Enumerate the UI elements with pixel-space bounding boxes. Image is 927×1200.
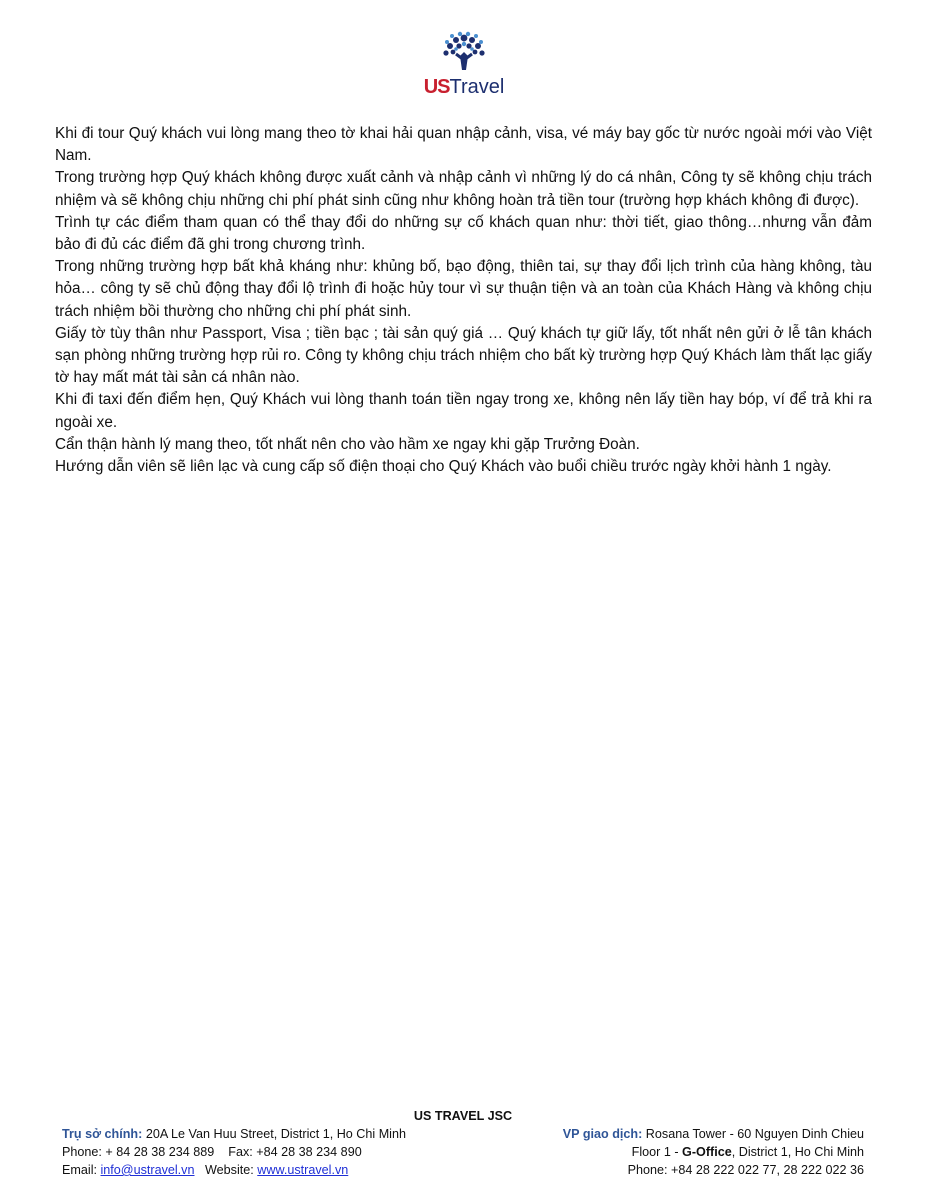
floor-line: [563, 1143, 864, 1161]
head-office-info: [62, 1125, 406, 1179]
website-link[interactable]: www.ustravel.vn: [257, 1163, 349, 1177]
company-name: US TRAVEL JSC: [413, 1109, 513, 1123]
paragraph: Trong những trường hợp bất khả kháng như: khủng bố, bạo động, thiên tai, sự thay đổi lịch trình của hàng không, tàu hỏa… công ty sẽ chủ động thay đổi lộ trình đi hoặc hủy tour vì sự thuận tiện và an toàn của Khách Hàng và không chịu trách nhiệm bồi thường cho những chi phí phát sinh.: [55, 258, 872, 320]
paragraph: Hướng dẫn viên sẽ liên lạc và cung cấp số điện thoại cho Quý Khách vào buổi chiều trước ngày khởi hành 1 ngày.: [55, 458, 832, 476]
branch-office-address: Rosana Tower - 60 Nguyen Dinh Chieu: [642, 1127, 864, 1141]
paragraph: Khi đi tour Quý khách vui lòng mang theo tờ khai hải quan nhập cảnh, visa, vé máy bay gốc từ nước ngoài mới vào Việt Nam.: [55, 125, 872, 165]
logo-travel-text: Travel: [449, 76, 505, 98]
email-label: Email:: [62, 1163, 101, 1177]
head-office-label: Trụ sở chính:: [62, 1127, 143, 1141]
paragraph: Trong trường hợp Quý khách không được xuất cảnh và nhập cảnh vì những lý do cá nhân, Công ty sẽ không chịu trách nhiệm và sẽ không chịu những chi phí phát sinh cũng như không hoàn trả tiền tour (trường hợp khách không đi được).: [55, 169, 872, 209]
paragraph: Cẩn thận hành lý mang theo, tốt nhất nên cho vào hầm xe ngay khi gặp Trưởng Đoàn.: [55, 435, 640, 453]
logo-us-text: US: [423, 76, 450, 98]
floor-office-name: G-Office: [682, 1145, 732, 1159]
contact-line: [62, 1161, 406, 1179]
tree-logo-icon: [412, 30, 516, 76]
branch-office-label: VP giao dịch:: [562, 1127, 643, 1141]
head-office-address: 20A Le Van Huu Street, District 1, Ho Chi Minh: [142, 1127, 406, 1141]
terms-body: [55, 123, 872, 478]
head-office-line: [62, 1125, 406, 1143]
paragraph: Khi đi taxi đến điểm hẹn, Quý Khách vui lòng thanh toán tiền ngay trong xe, không nên lấy tiền hay bóp, ví để trả khi ra ngoài xe.: [55, 391, 872, 431]
phone-fax: Phone: + 84 28 38 234 889 Fax: +84 28 38 234 890: [62, 1145, 362, 1159]
floor-suffix: , District 1, Ho Chi Minh: [731, 1145, 864, 1159]
paragraph: Trình tự các điểm tham quan có thể thay đổi do những sự cố khách quan như: thời tiết, giao thông…nhưng vẫn đảm bảo đi đủ các điểm đã ghi trong chương trình.: [55, 213, 872, 254]
branch-office-info: [563, 1125, 864, 1179]
website-label: Website:: [194, 1163, 258, 1177]
floor-prefix: Floor 1 -: [631, 1145, 683, 1159]
branch-phone: Phone: +84 28 222 022 77, 28 222 022 36: [627, 1163, 864, 1177]
page-footer: [62, 1107, 864, 1177]
paragraph: Giấy tờ tùy thân như Passport, Visa ; tiền bạc ; tài sản quý giá … Quý khách tự giữ lấy, tốt nhất nên gửi ở lễ tân khách sạn phòng những trường hợp rủi ro. Công ty không chịu trách nhiệm cho bất kỳ trường hợp Quý Khách làm thất lạc giấy tờ hay mất mát tài sản cá nhân nào.: [55, 324, 872, 387]
email-link[interactable]: info@ustravel.vn: [100, 1163, 195, 1177]
logo-wordmark: [412, 76, 516, 98]
branch-office-line: [563, 1125, 864, 1143]
us-travel-logo: [412, 30, 516, 100]
